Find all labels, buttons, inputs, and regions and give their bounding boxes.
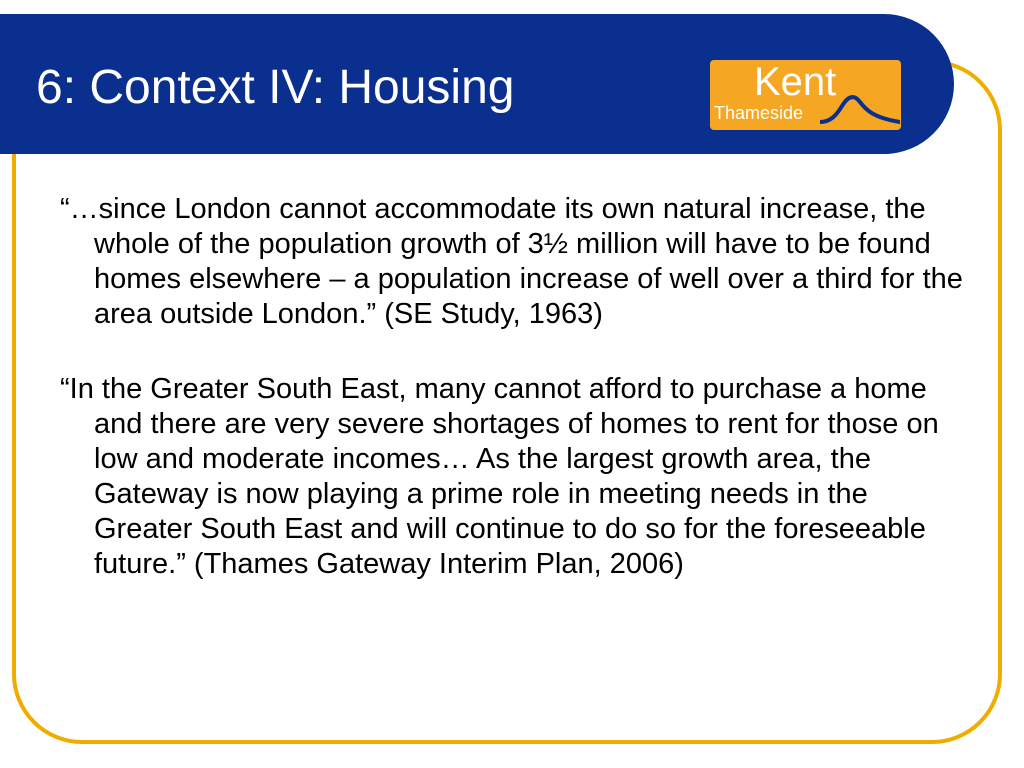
kent-thameside-logo	[710, 60, 901, 130]
logo-kent-text: Kent	[754, 60, 837, 104]
title-bar	[0, 14, 954, 154]
kent-thameside-wave-icon	[820, 88, 900, 128]
slide-title: 6: Context IV: Housing	[36, 61, 515, 114]
logo-thameside-text: Thameside	[714, 103, 804, 123]
quote-thames-gateway-plan: “In the Greater South East, many cannot afford to purchase a home and there are very severe shortages of homes to rent for those on low and moderate incomes… As the largest growth area, the Gateway is now playing a prime role in meeting needs in the Greater South East and will continue to do so for the foreseeable future.” (Thames Gateway Interim Plan, 2006)	[60, 373, 939, 580]
slide-content	[60, 192, 970, 622]
quote-se-study: “…since London cannot accommodate its own natural increase, the whole of the population growth of 3½ million will have to be found homes elsewhere – a population increase of well over a third for the area outside London.” (SE Study, 1963)	[60, 193, 963, 330]
